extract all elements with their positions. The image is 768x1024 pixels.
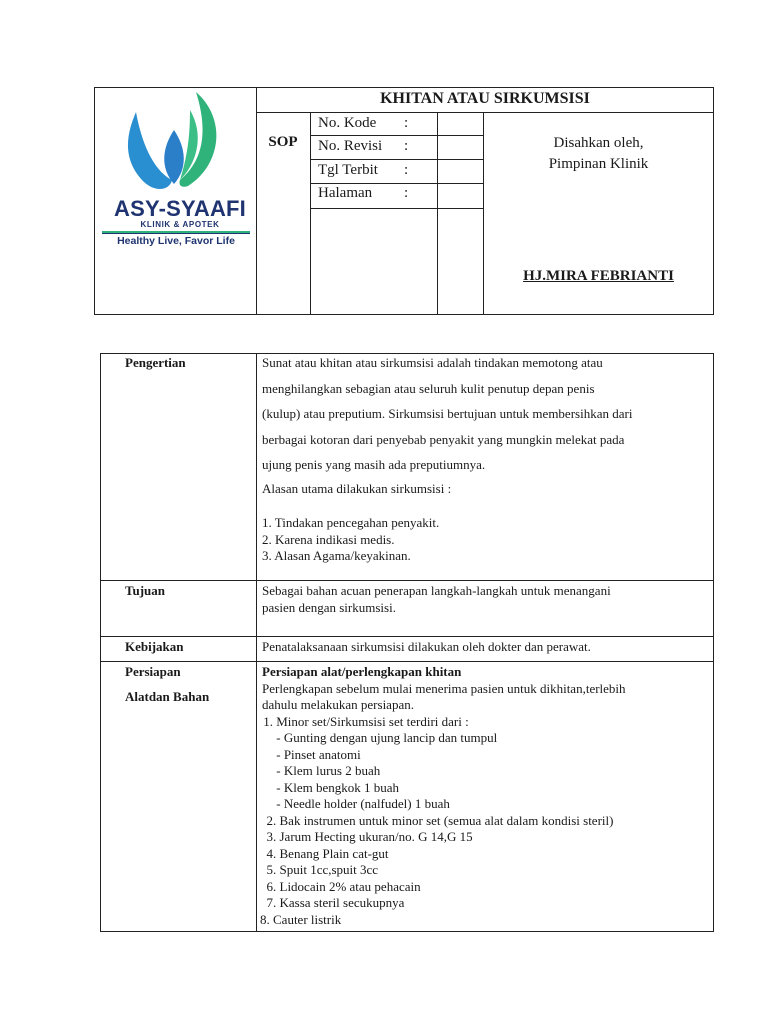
text-line: berbagai kotoran dari penyebab penyakit yang mungkin melekat pada <box>262 431 625 447</box>
label-pengertian: Pengertian <box>125 355 186 370</box>
field-sep: : <box>404 185 409 201</box>
list-item: 8. Cauter listrik <box>260 911 342 927</box>
logo-subtitle: KLINIK & APOTEK <box>140 220 220 229</box>
text-line: ujung penis yang masih ada preputiumnya. <box>262 457 486 472</box>
field-sep: : <box>404 138 409 154</box>
list-item: 1. Tindakan pencegahan penyakit. <box>262 515 440 530</box>
field-label: No. Revisi <box>318 138 383 154</box>
field-tgl-terbit <box>318 162 378 179</box>
list-item: 1. Minor set/Sirkumsisi set terdiri dari : <box>260 713 469 729</box>
field-label: No. Kode <box>318 115 377 131</box>
tujuan-text <box>262 583 611 616</box>
logo-tagline: Healthy Live, Favor Life <box>117 235 235 247</box>
label-kebijakan: Kebijakan <box>125 639 184 654</box>
list-item: - Pinset anatomi <box>260 746 361 762</box>
field-halaman <box>318 185 372 202</box>
text-line: menghilangkan sebagian atau seluruh kulit penutup depan penis <box>262 380 595 396</box>
field-no-revisi <box>318 138 382 155</box>
text-line: Sebagai bahan acuan penerapan langkah-langkah untuk menangani <box>262 583 611 598</box>
list-item: 2. Karena indikasi medis. <box>262 531 395 547</box>
field-label: Halaman <box>318 185 373 201</box>
list-item: 2. Bak instrumen untuk minor set (semua alat dalam kondisi steril) <box>260 812 614 828</box>
document-title: KHITAN ATAU SIRKUMSISI <box>380 90 590 107</box>
label-persiapan: Persiapan <box>125 664 181 679</box>
logo-name: ASY-SYAAFI <box>113 196 246 221</box>
approval-line-2: Pimpinan Klinik <box>548 156 649 172</box>
field-no-kode <box>318 115 376 132</box>
persiapan-text <box>260 664 710 928</box>
text-line: (kulup) atau preputium. Sirkumsisi bertujuan untuk membersihkan dari <box>262 406 633 421</box>
label-alat-bahan: Alatdan Bahan <box>125 689 210 704</box>
sop-label: SOP <box>268 134 298 150</box>
field-label: Tgl Terbit <box>318 162 378 178</box>
approver-name: HJ.MIRA FEBRIANTI <box>523 268 674 284</box>
logo-underline-blue <box>102 233 250 234</box>
section-heading: Persiapan alat/perlengkapan khitan <box>262 664 462 679</box>
text-line: Sunat atau khitan atau sirkumsisi adalah tindakan memotong atau <box>262 355 603 370</box>
approval-line-1: Disahkan oleh, <box>553 135 644 151</box>
pengertian-text <box>262 350 706 478</box>
reasons-intro: Alasan utama dilakukan sirkumsisi : <box>262 481 452 496</box>
reasons-list <box>262 515 439 565</box>
list-item: 6. Lidocain 2% atau pehacain <box>260 878 421 894</box>
list-item: 5. Spuit 1cc,spuit 3cc <box>260 862 379 877</box>
list-item: - Klem bengkok 1 buah <box>260 779 400 795</box>
list-item: 3. Alasan Agama/keyakinan. <box>262 548 411 563</box>
text-line: pasien dengan sirkumsisi. <box>262 599 396 615</box>
droplet-leaves-icon <box>100 90 252 202</box>
kebijakan-text: Penatalaksanaan sirkumsisi dilakukan oleh dokter dan perawat. <box>262 639 591 654</box>
label-tujuan: Tujuan <box>125 583 165 598</box>
field-sep: : <box>404 162 409 178</box>
field-sep: : <box>404 115 409 131</box>
list-item: 7. Kassa steril secukupnya <box>260 895 405 910</box>
text-line: Perlengkapan sebelum mulai menerima pasien untuk dikhitan,terlebih <box>262 680 626 696</box>
text-line: dahulu melakukan persiapan. <box>262 697 414 712</box>
list-item: - Gunting dengan ujung lancip dan tumpul <box>260 730 498 745</box>
list-item: - Needle holder (nalfudel) 1 buah <box>260 796 450 811</box>
list-item: 4. Benang Plain cat-gut <box>260 845 389 861</box>
list-item: - Klem lurus 2 buah <box>260 763 381 778</box>
clinic-logo <box>100 90 252 250</box>
list-item: 3. Jarum Hecting ukuran/no. G 14,G 15 <box>260 829 473 844</box>
